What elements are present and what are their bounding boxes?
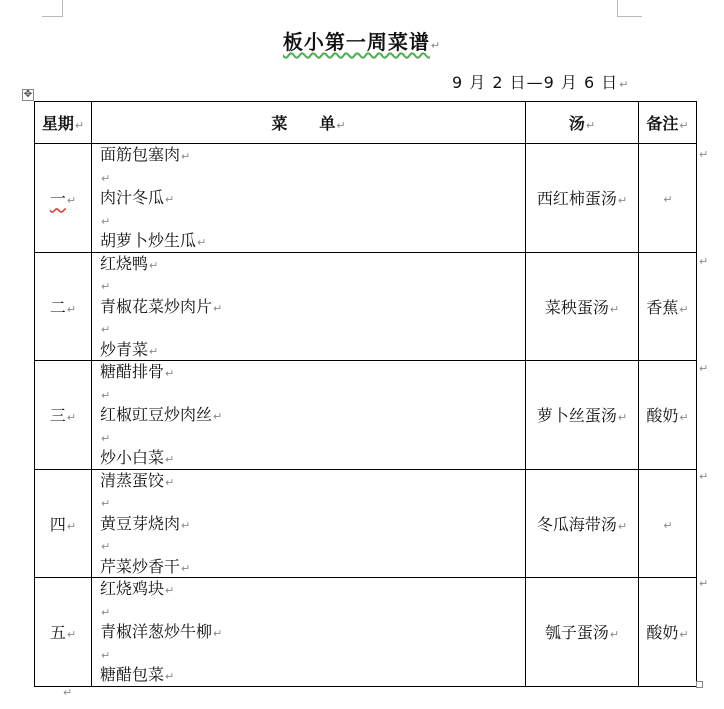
day-cell: 一↵ [35, 144, 92, 253]
day-cell: 二↵ [35, 252, 92, 361]
dish-item: ↵ [101, 280, 111, 293]
dish-item: 红烧鸭↵ [100, 253, 159, 273]
note-cell: 香蕉↵ [639, 252, 697, 361]
dish-item: ↵ [101, 648, 111, 662]
row-end-mark: ↵ [699, 255, 709, 268]
dish-item: 青椒花菜炒肉片↵ [100, 296, 223, 316]
header-menu: 菜 单↵ [92, 102, 526, 144]
dish-item: 糖醋排骨↵ [100, 362, 175, 381]
soup-cell: 瓠子蛋汤↵ [526, 578, 639, 687]
soup-cell: 菜秧蛋汤↵ [526, 252, 639, 361]
soup-cell: 萝卜丝蛋汤↵ [526, 361, 639, 470]
dish-item: 青椒洋葱炒牛柳↵ [100, 622, 223, 641]
dish-item: ↵ [101, 323, 111, 336]
row-end-mark: ↵ [699, 362, 709, 375]
note-cell: ↵ [639, 144, 697, 253]
dishes-cell [92, 361, 526, 470]
dish-item: 面筋包塞肉↵ [100, 145, 191, 164]
document-title: 板小第一周菜谱↵ [282, 30, 442, 54]
table-row [35, 469, 697, 578]
day-cell: 四↵ [35, 469, 92, 578]
crop-mark-top-left [42, 0, 63, 17]
dish-item: 炒青菜↵ [100, 339, 159, 359]
dish-item: 清蒸蛋饺↵ [100, 470, 175, 490]
menu-table [34, 101, 697, 687]
dish-item: 红烧鸡块↵ [100, 579, 175, 598]
dish-item: ↵ [101, 171, 111, 185]
dishes-cell [92, 578, 526, 687]
dish-item: ↵ [101, 431, 111, 445]
dish-item: ↵ [101, 605, 111, 619]
day-cell: 五↵ [35, 578, 92, 687]
table-resize-handle[interactable] [696, 681, 703, 688]
dish-item: ↵ [101, 388, 111, 402]
dish-item: 黄豆芽烧肉↵ [100, 513, 191, 533]
day-cell: 三↵ [35, 361, 92, 470]
row-end-mark: ↵ [699, 577, 709, 590]
dishes-cell [92, 252, 526, 361]
dish-item: 炒小白菜↵ [100, 448, 175, 467]
crop-mark-top-right [617, 0, 642, 17]
dishes-cell [92, 144, 526, 253]
header-soup: 汤↵ [526, 102, 639, 144]
dish-item: 胡萝卜炒生瓜↵ [100, 231, 207, 250]
soup-cell: 西红柿蛋汤↵ [526, 144, 639, 253]
date-range: 9 月 2 日—9 月 6 日↵ [452, 73, 630, 92]
table-row [35, 578, 697, 687]
table-row [35, 361, 697, 470]
dish-item: ↵ [101, 214, 111, 228]
table-row [35, 252, 697, 361]
row-end-mark: ↵ [699, 470, 709, 483]
table-header-row [35, 102, 697, 144]
dish-item: 红椒豇豆炒肉丝↵ [100, 405, 223, 424]
row-end-mark: ↵ [699, 148, 709, 161]
note-cell: 酸奶↵ [639, 361, 697, 470]
table-move-handle-icon[interactable]: ✥ [23, 89, 33, 100]
header-notes: 备注↵ [639, 102, 697, 144]
note-cell: 酸奶↵ [639, 578, 697, 687]
header-day: 星期↵ [35, 102, 92, 144]
dish-item: 肉汁冬瓜↵ [100, 188, 175, 207]
dishes-cell [92, 469, 526, 578]
soup-cell: 冬瓜海带汤↵ [526, 469, 639, 578]
trailing-paragraph-mark: ↵ [63, 686, 73, 699]
dish-item: ↵ [101, 540, 111, 553]
dish-item: 芹菜炒香干↵ [100, 556, 191, 576]
note-cell: ↵ [639, 469, 697, 578]
dish-item: ↵ [101, 497, 111, 510]
table-row [35, 144, 697, 253]
dish-item: 糖醋包菜↵ [100, 665, 175, 684]
